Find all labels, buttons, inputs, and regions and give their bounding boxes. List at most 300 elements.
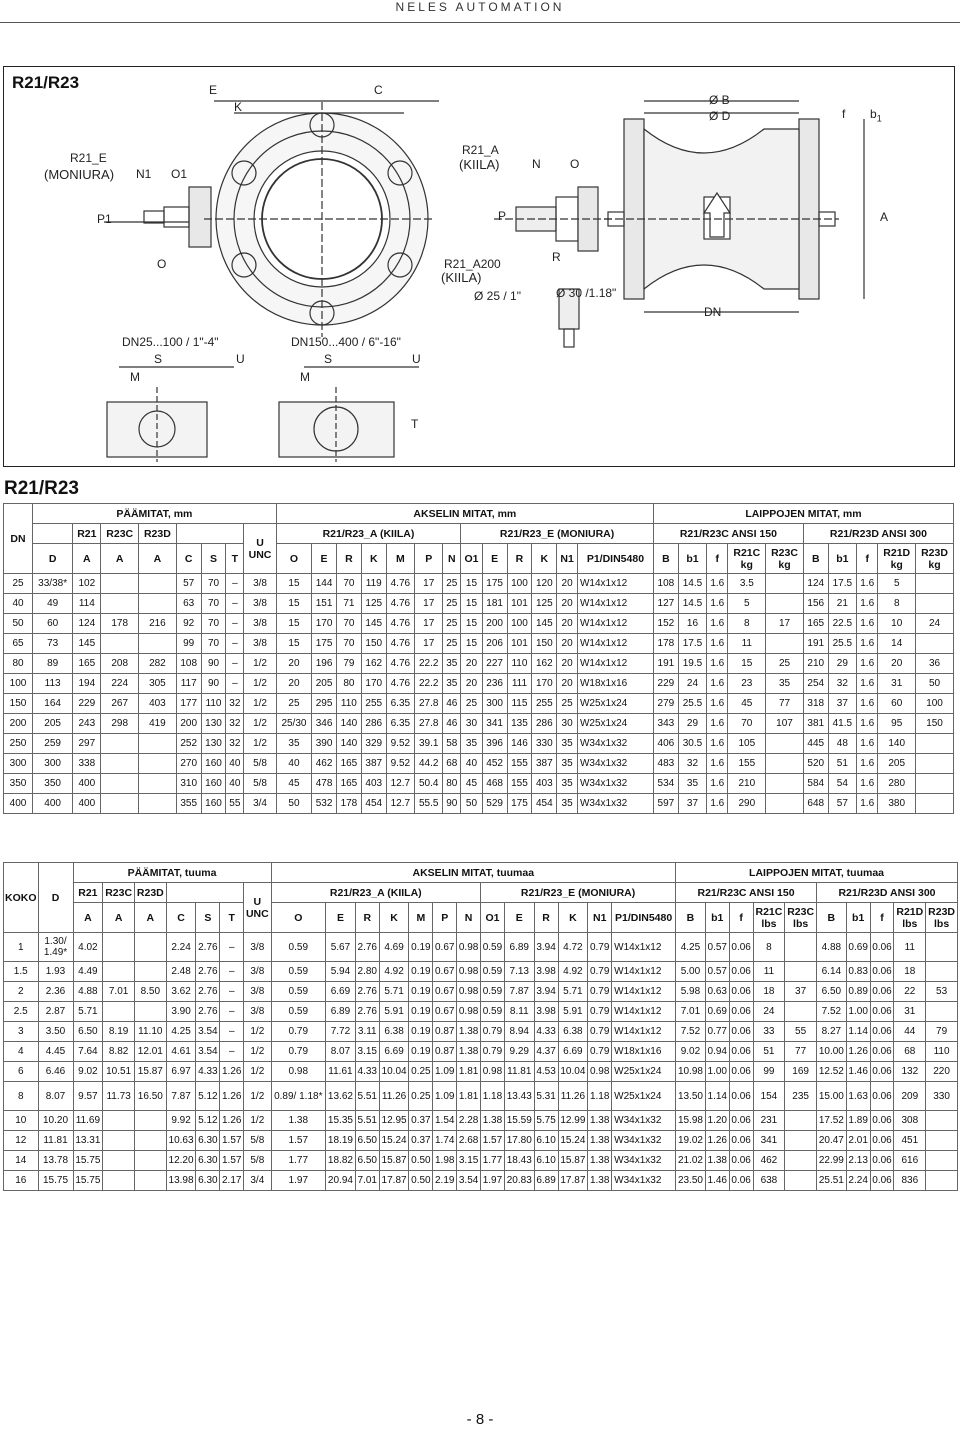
imperial-col-4: S <box>196 903 220 933</box>
imperial-cell: 154 <box>753 1082 785 1111</box>
metric-cell: 35 <box>461 734 482 754</box>
metric-cell: 286 <box>532 714 557 734</box>
metric-col-11: M <box>386 544 414 574</box>
metric-col-13: N <box>443 544 461 574</box>
metric-cell <box>139 794 177 814</box>
imperial-cell: 1.18 <box>481 1082 505 1111</box>
table-row <box>4 794 954 814</box>
metric-cell: 146 <box>507 734 532 754</box>
imperial-cell: 0.87 <box>433 1042 457 1062</box>
dim-m1: M <box>130 370 140 384</box>
metric-cell: 178 <box>653 634 678 654</box>
metric-cell: 20 <box>557 614 578 634</box>
metric-cell: 310 <box>176 774 201 794</box>
imperial-col-20: b1 <box>705 903 729 933</box>
metric-cell: 1.6 <box>857 594 878 614</box>
imperial-cell: 1.38 <box>271 1111 326 1131</box>
metric-cell: 194 <box>73 674 101 694</box>
imperial-cell: W14x1x12 <box>612 1022 676 1042</box>
imperial-cell: 0.06 <box>729 1111 753 1131</box>
imperial-cell: 22.99 <box>816 1151 846 1171</box>
imperial-cell: 0.06 <box>870 1151 894 1171</box>
col-koko: KOKO <box>4 863 39 933</box>
imperial-cell: 10 <box>4 1111 39 1131</box>
metric-cell: 529 <box>482 794 507 814</box>
imperial-cell: 0.06 <box>870 1131 894 1151</box>
metric-cell: 200 <box>482 614 507 634</box>
imperial-cell: W18x1x16 <box>612 1042 676 1062</box>
imperial-cell <box>785 1002 817 1022</box>
metric-cell: 25.5 <box>678 694 706 714</box>
metric-cell: 50 <box>4 614 33 634</box>
imperial-cell: 2.28 <box>457 1111 481 1131</box>
metric-cell: 295 <box>312 694 337 714</box>
imperial-col-18: P1/DIN5480 <box>612 903 676 933</box>
metric-cell: 252 <box>176 734 201 754</box>
metric-cell: 5 <box>878 574 916 594</box>
imperial-cell: 10.04 <box>379 1062 409 1082</box>
imperial-cell: 11.69 <box>73 1111 103 1131</box>
imperial-cell: 1.57 <box>271 1131 326 1151</box>
metric-table <box>3 503 954 814</box>
label-dn25: DN25...100 / 1"-4" <box>122 335 219 349</box>
imperial-cell: 2.17 <box>220 1171 244 1191</box>
imperial-cell: 0.89 <box>846 982 870 1002</box>
imperial-cell: 25.51 <box>816 1171 846 1191</box>
metric-cell: 35 <box>557 794 578 814</box>
metric-cell: 25 <box>766 654 804 674</box>
imperial-cell: 15.35 <box>326 1111 356 1131</box>
metric-cell: 200 <box>176 714 201 734</box>
metric-cell: 80 <box>443 774 461 794</box>
dim-m2: M <box>300 370 310 384</box>
metric-cell: 70 <box>201 574 226 594</box>
imperial-cell: 12.52 <box>816 1062 846 1082</box>
metric-cell: 6.35 <box>386 714 414 734</box>
imperial-cell: 7.64 <box>73 1042 103 1062</box>
imperial-cell: 15.00 <box>816 1082 846 1111</box>
metric-cell: 51 <box>828 754 856 774</box>
metric-cell: 9.52 <box>386 754 414 774</box>
metric-cell: 10 <box>878 614 916 634</box>
metric-cell: 330 <box>532 734 557 754</box>
metric-cell: 1/2 <box>244 714 277 734</box>
metric-cell: 70 <box>201 634 226 654</box>
metric-cell: 236 <box>482 674 507 694</box>
metric-cell: 65 <box>4 634 33 654</box>
metric-cell: 39.1 <box>415 734 443 754</box>
metric-cell: 403 <box>361 774 386 794</box>
imperial-cell: 0.06 <box>729 1002 753 1022</box>
imperial-cell: 0.06 <box>870 1042 894 1062</box>
metric-cell: 1.6 <box>857 614 878 634</box>
metric-cell: 25 <box>443 614 461 634</box>
metric-cell: 25/30 <box>276 714 311 734</box>
dim-dn: DN <box>704 305 722 319</box>
metric-cell: 60 <box>878 694 916 714</box>
metric-cell: 29 <box>828 654 856 674</box>
imperial-table <box>3 862 958 1191</box>
imperial-cell <box>103 1111 135 1131</box>
metric-col-18: N1 <box>557 544 578 574</box>
metric-cell <box>916 574 954 594</box>
imperial-cell: 0.50 <box>409 1151 433 1171</box>
imperial-col-22: B <box>816 903 846 933</box>
imperial-cell: 0.77 <box>705 1022 729 1042</box>
metric-cell <box>139 574 177 594</box>
imperial-cell <box>103 1002 135 1022</box>
imperial-cell: 10.63 <box>166 1131 196 1151</box>
imperial-cell <box>785 962 817 982</box>
imperial-cell <box>134 933 166 962</box>
metric-cell: – <box>226 654 244 674</box>
imperial-col-8: R <box>355 903 379 933</box>
metric-cell: 1.6 <box>707 714 728 734</box>
imperial-cell: 15.87 <box>558 1151 588 1171</box>
metric-cell <box>101 774 139 794</box>
imperial-cell: 0.67 <box>433 933 457 962</box>
metric-cell: 127 <box>653 594 678 614</box>
imperial-cell: 1.38 <box>457 1042 481 1062</box>
col-r23d: R23D <box>139 524 177 544</box>
metric-cell: 170 <box>361 674 386 694</box>
imperial-cell: 0.79 <box>481 1042 505 1062</box>
imperial-cell: 1.38 <box>588 1111 612 1131</box>
imperial-cell: 2.76 <box>196 933 220 962</box>
metric-cell: 206 <box>482 634 507 654</box>
metric-cell: 1.6 <box>857 674 878 694</box>
metric-col-3: A <box>139 544 177 574</box>
metric-cell: 40 <box>276 754 311 774</box>
imperial-cell: 0.06 <box>729 1042 753 1062</box>
imperial-cell: 8.07 <box>326 1042 356 1062</box>
label-kiila2: (KIILA) <box>441 270 482 285</box>
metric-cell: 534 <box>653 774 678 794</box>
imperial-cell: 14 <box>4 1151 39 1171</box>
table-row <box>4 734 954 754</box>
metric-cell: 37 <box>678 794 706 814</box>
imperial-cell: 0.79 <box>588 962 612 982</box>
metric-cell: 162 <box>532 654 557 674</box>
imperial-cell: 1.81 <box>457 1082 481 1111</box>
imperial-cell: 330 <box>926 1082 958 1111</box>
imperial-cell: 15.75 <box>38 1171 73 1191</box>
group-moniura: R21/R23_E (MONIURA) <box>461 524 654 544</box>
imperial-cell: 3.94 <box>534 982 558 1002</box>
imperial-cell: 6 <box>4 1062 39 1082</box>
imperial-cell: 6.30 <box>196 1151 220 1171</box>
metric-cell: 145 <box>73 634 101 654</box>
metric-cell: 1/2 <box>244 734 277 754</box>
imperial-cell: 4.92 <box>558 962 588 982</box>
metric-cell: 243 <box>73 714 101 734</box>
metric-cell: 44.2 <box>415 754 443 774</box>
imperial-cell: 18 <box>753 982 785 1002</box>
imperial-col-9: K <box>379 903 409 933</box>
imperial-cell: 9.29 <box>504 1042 534 1062</box>
imperial-cell: 15.87 <box>379 1151 409 1171</box>
metric-cell: 71 <box>336 594 361 614</box>
metric-cell: – <box>226 614 244 634</box>
metric-cell: 30 <box>461 714 482 734</box>
table-row <box>4 754 954 774</box>
metric-cell: 11 <box>728 634 766 654</box>
metric-cell: 63 <box>176 594 201 614</box>
imperial-cell: 2 <box>4 982 39 1002</box>
dim-u2: U <box>412 352 421 366</box>
metric-cell: 300 <box>482 694 507 714</box>
dim-r: R <box>552 250 561 264</box>
table-row <box>4 933 958 962</box>
imperial-cell: 1.38 <box>588 1151 612 1171</box>
metric-cell: 20 <box>557 574 578 594</box>
imperial-cell: 2.68 <box>457 1131 481 1151</box>
imperial-cell: 0.67 <box>433 982 457 1002</box>
metric-cell: 3/8 <box>244 574 277 594</box>
metric-cell: 32 <box>678 754 706 774</box>
dim-p: P <box>498 209 507 223</box>
imp-col-r23c: R23C <box>103 883 135 903</box>
imperial-cell: 0.69 <box>846 933 870 962</box>
imperial-cell: 1/2 <box>244 1111 271 1131</box>
metric-cell: W25x1x24 <box>577 694 653 714</box>
imperial-cell: 20.94 <box>326 1171 356 1191</box>
metric-col-7: O <box>276 544 311 574</box>
imperial-cell <box>103 933 135 962</box>
imperial-cell: 308 <box>894 1111 926 1131</box>
imperial-cell: 0.98 <box>457 962 481 982</box>
imperial-cell: 53 <box>926 982 958 1002</box>
imperial-cell: 33 <box>753 1022 785 1042</box>
metric-cell: 1.6 <box>707 614 728 634</box>
imperial-cell: 341 <box>753 1131 785 1151</box>
metric-cell: 279 <box>653 694 678 714</box>
metric-cell: 140 <box>878 734 916 754</box>
metric-cell: 46 <box>443 714 461 734</box>
metric-cell: 160 <box>201 754 226 774</box>
metric-cell: 150 <box>4 694 33 714</box>
metric-cell <box>101 634 139 654</box>
imperial-col-11: P <box>433 903 457 933</box>
imperial-cell: 1 <box>4 933 39 962</box>
imperial-cell: 6.38 <box>379 1022 409 1042</box>
metric-cell <box>101 734 139 754</box>
metric-cell: 14.5 <box>678 574 706 594</box>
metric-cell: 35 <box>557 774 578 794</box>
imperial-cell: 5.71 <box>73 1002 103 1022</box>
imperial-col-10: M <box>409 903 433 933</box>
imperial-cell: W34x1x32 <box>612 1131 676 1151</box>
imperial-cell: 17.52 <box>816 1111 846 1131</box>
imperial-cell <box>926 1151 958 1171</box>
imperial-cell: 0.67 <box>433 962 457 982</box>
dim-b1: $b_1$ <box>870 107 882 124</box>
imperial-cell: 1.46 <box>846 1062 870 1082</box>
metric-cell: 1.6 <box>707 654 728 674</box>
metric-cell: 37 <box>828 694 856 714</box>
metric-cell: 1.6 <box>707 794 728 814</box>
imperial-cell: 2.36 <box>38 982 73 1002</box>
metric-cell <box>139 734 177 754</box>
metric-cell: 387 <box>361 754 386 774</box>
imperial-cell: – <box>220 962 244 982</box>
imperial-cell <box>103 1131 135 1151</box>
metric-cell: 100 <box>507 614 532 634</box>
metric-cell: 355 <box>176 794 201 814</box>
group-laippo: LAIPPOJEN MITAT, mm <box>653 504 953 524</box>
metric-cell <box>139 634 177 654</box>
imperial-cell: 1.74 <box>433 1131 457 1151</box>
metric-cell: – <box>226 674 244 694</box>
imperial-col-17: N1 <box>588 903 612 933</box>
metric-cell: 1/2 <box>244 694 277 714</box>
imperial-cell: 220 <box>926 1062 958 1082</box>
imperial-cell: 0.67 <box>433 1002 457 1022</box>
imperial-cell <box>134 1111 166 1131</box>
metric-cell: – <box>226 594 244 614</box>
imperial-cell: 11.81 <box>38 1131 73 1151</box>
metric-cell: 60 <box>33 614 73 634</box>
metric-cell <box>766 754 804 774</box>
metric-cell: 45 <box>728 694 766 714</box>
metric-cell: 140 <box>336 714 361 734</box>
metric-cell: 216 <box>139 614 177 634</box>
metric-cell: W34x1x32 <box>577 774 653 794</box>
metric-cell: 8 <box>878 594 916 614</box>
metric-cell: 396 <box>482 734 507 754</box>
metric-cell: 105 <box>728 734 766 754</box>
imp-group-paamitat: PÄÄMITAT, tuuma <box>73 863 271 883</box>
metric-cell: 113 <box>33 674 73 694</box>
imperial-cell: 4.53 <box>534 1062 558 1082</box>
imperial-col-2: A <box>134 903 166 933</box>
metric-cell: 151 <box>312 594 337 614</box>
imperial-cell: 0.19 <box>409 1022 433 1042</box>
metric-cell: 270 <box>176 754 201 774</box>
imperial-cell: W14x1x12 <box>612 1002 676 1022</box>
imperial-cell: 18 <box>894 962 926 982</box>
metric-cell: 16 <box>678 614 706 634</box>
metric-cell: 15 <box>276 574 311 594</box>
imperial-cell: 2.48 <box>166 962 196 982</box>
imperial-cell: 0.06 <box>729 1131 753 1151</box>
label-dn150: DN150...400 / 6"-16" <box>291 335 401 349</box>
metric-cell: 41.5 <box>828 714 856 734</box>
metric-cell: 68 <box>443 754 461 774</box>
imperial-cell: 13.31 <box>73 1131 103 1151</box>
metric-cell: 25 <box>443 574 461 594</box>
metric-cell: 196 <box>312 654 337 674</box>
metric-cell: 462 <box>312 754 337 774</box>
metric-cell <box>916 734 954 754</box>
imperial-cell: 1.18 <box>588 1082 612 1111</box>
metric-cell: 150 <box>916 714 954 734</box>
imperial-cell: 3/8 <box>244 933 271 962</box>
imperial-cell: 0.59 <box>481 982 505 1002</box>
metric-cell: 205 <box>312 674 337 694</box>
metric-cell: 227 <box>482 654 507 674</box>
imperial-col-16: K <box>558 903 588 933</box>
metric-cell <box>101 574 139 594</box>
metric-cell: 32 <box>226 734 244 754</box>
metric-cell <box>139 754 177 774</box>
metric-cell <box>139 774 177 794</box>
imperial-cell: 1.38 <box>588 1171 612 1191</box>
metric-cell: 20 <box>557 674 578 694</box>
metric-col-14: O1 <box>461 544 482 574</box>
metric-cell: 390 <box>312 734 337 754</box>
metric-cell: 4.76 <box>386 594 414 614</box>
metric-cell: 30 <box>557 714 578 734</box>
metric-col-1: A <box>73 544 101 574</box>
imperial-cell <box>926 1111 958 1131</box>
imperial-cell: W14x1x12 <box>612 933 676 962</box>
table-row <box>4 1131 958 1151</box>
imperial-cell: 5.91 <box>379 1002 409 1022</box>
metric-cell: 31 <box>878 674 916 694</box>
imperial-col-r23d-lbs: R23D lbs <box>926 903 958 933</box>
imperial-cell: 0.06 <box>870 962 894 982</box>
imperial-cell: 3.54 <box>457 1171 481 1191</box>
imperial-cell: 5.12 <box>196 1111 220 1131</box>
imperial-cell: 0.19 <box>409 933 433 962</box>
metric-cell: 23 <box>728 674 766 694</box>
table-row <box>4 1062 958 1082</box>
metric-cell: 35 <box>557 734 578 754</box>
imperial-cell: 4.33 <box>534 1022 558 1042</box>
imperial-cell: 2.13 <box>846 1151 870 1171</box>
metric-cell: 532 <box>312 794 337 814</box>
imperial-cell: 13.98 <box>166 1171 196 1191</box>
imperial-cell: 1.38 <box>705 1151 729 1171</box>
metric-cell: 21 <box>828 594 856 614</box>
page-number: - 8 - <box>466 1411 494 1428</box>
table-row <box>4 1042 958 1062</box>
metric-cell: 1.6 <box>707 694 728 714</box>
metric-cell: 150 <box>532 634 557 654</box>
imperial-cell: 0.06 <box>870 1022 894 1042</box>
metric-cell: 40 <box>4 594 33 614</box>
metric-cell: 478 <box>312 774 337 794</box>
imperial-cell: 13.50 <box>676 1082 706 1111</box>
imperial-cell: 5.71 <box>379 982 409 1002</box>
metric-cell: 259 <box>33 734 73 754</box>
metric-cell: 40 <box>461 754 482 774</box>
imp-group-ansi150: R21/R23C ANSI 150 <box>676 883 817 903</box>
metric-cell: 17 <box>415 574 443 594</box>
metric-cell: 107 <box>766 714 804 734</box>
metric-cell: 35 <box>443 654 461 674</box>
imperial-cell: 0.89/ 1.18* <box>271 1082 326 1111</box>
metric-cell: 3/8 <box>244 594 277 614</box>
metric-cell: 350 <box>4 774 33 794</box>
imperial-cell: 1.26 <box>220 1062 244 1082</box>
metric-cell: 100 <box>507 574 532 594</box>
imperial-cell: 5/8 <box>244 1131 271 1151</box>
metric-cell: 33/38* <box>33 574 73 594</box>
table-row <box>4 574 954 594</box>
metric-cell: 341 <box>482 714 507 734</box>
imperial-cell: 4.02 <box>73 933 103 962</box>
imperial-cell <box>785 1131 817 1151</box>
imperial-cell <box>926 1171 958 1191</box>
imperial-cell: 0.06 <box>729 1022 753 1042</box>
imperial-cell: 3.90 <box>166 1002 196 1022</box>
metric-cell: 20 <box>557 654 578 674</box>
metric-cell: 229 <box>73 694 101 714</box>
imperial-cell: 1.97 <box>481 1171 505 1191</box>
imperial-cell: 22 <box>894 982 926 1002</box>
